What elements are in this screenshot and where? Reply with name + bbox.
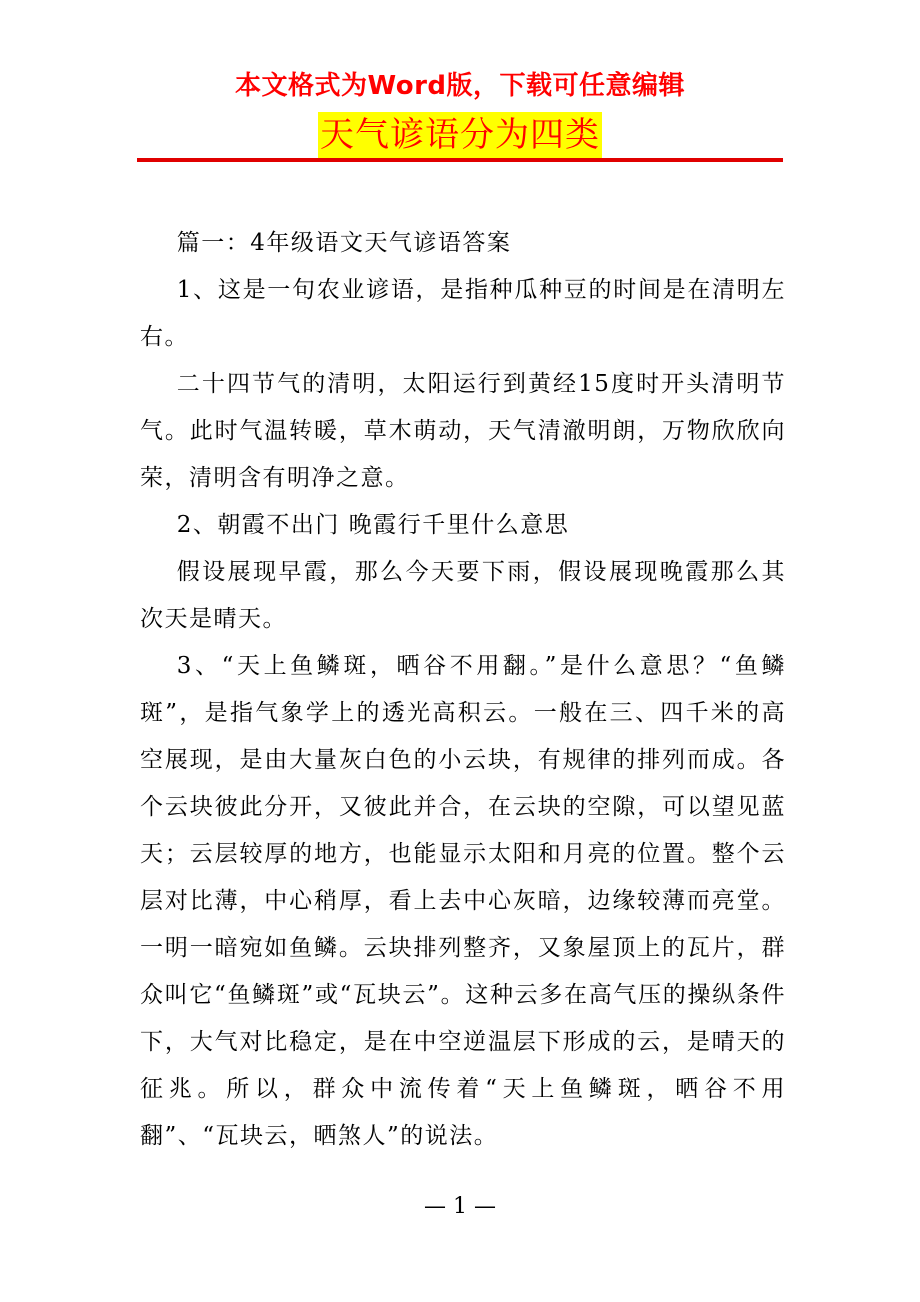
page-number: — 1 — (424, 1194, 496, 1219)
title-container (0, 112, 920, 158)
document-title: 天气谚语分为四类 (318, 112, 602, 158)
paragraph-answer-1: 1、这是一句农业谚语，是指种瓜种豆的时间是在清明左右。 (140, 277, 786, 350)
document-body (140, 220, 786, 1160)
paragraph-section-heading: 篇一：4年级语文天气谚语答案 (176, 230, 512, 256)
paragraph-answer-2: 假设展现早霞，那么今天要下雨，假设展现晚霞那么其次天是晴天。 (140, 559, 786, 632)
paragraph-answer-2-question: 2、朝霞不出门 晚霞行千里什么意思 (176, 512, 570, 538)
paragraph-qingming: 二十四节气的清明，太阳运行到黄经15度时开头清明节气。此时气温转暖，草木萌动，天气清澈明朗，万物欣欣向荣，清明含有明净之意。 (140, 371, 786, 491)
paragraph-answer-3: 3、“天上鱼鳞斑，晒谷不用翻。”是什么意思？“鱼鳞斑”，是指气象学上的透光高积云。一般在三、四千米的高空展现，是由大量灰白色的小云块，有规律的排列而成。各个云块彼此分开，又彼此并合，在云块的空隙，可以望见蓝天；云层较厚的地方，也能显示太阳和月亮的位置。整个云层对比薄，中心稍厚，看上去中心灰暗，边缘较薄而亮堂。一明一暗宛如鱼鳞。云块排列整齐，又象屋顶上的瓦片，群众叫它“鱼鳞斑”或“瓦块云”。这种云多在高气压的操纵条件下，大气对比稳定，是在中空逆温层下形成的云，是晴天的征兆。所以，群众中流传着“天上鱼鳞斑，晒谷不用翻”、“瓦块云，晒煞人”的说法。 (140, 653, 786, 1149)
format-notice: 本文格式为Word版，下载可任意编辑 (234, 71, 686, 101)
title-underline-rule (137, 158, 783, 162)
